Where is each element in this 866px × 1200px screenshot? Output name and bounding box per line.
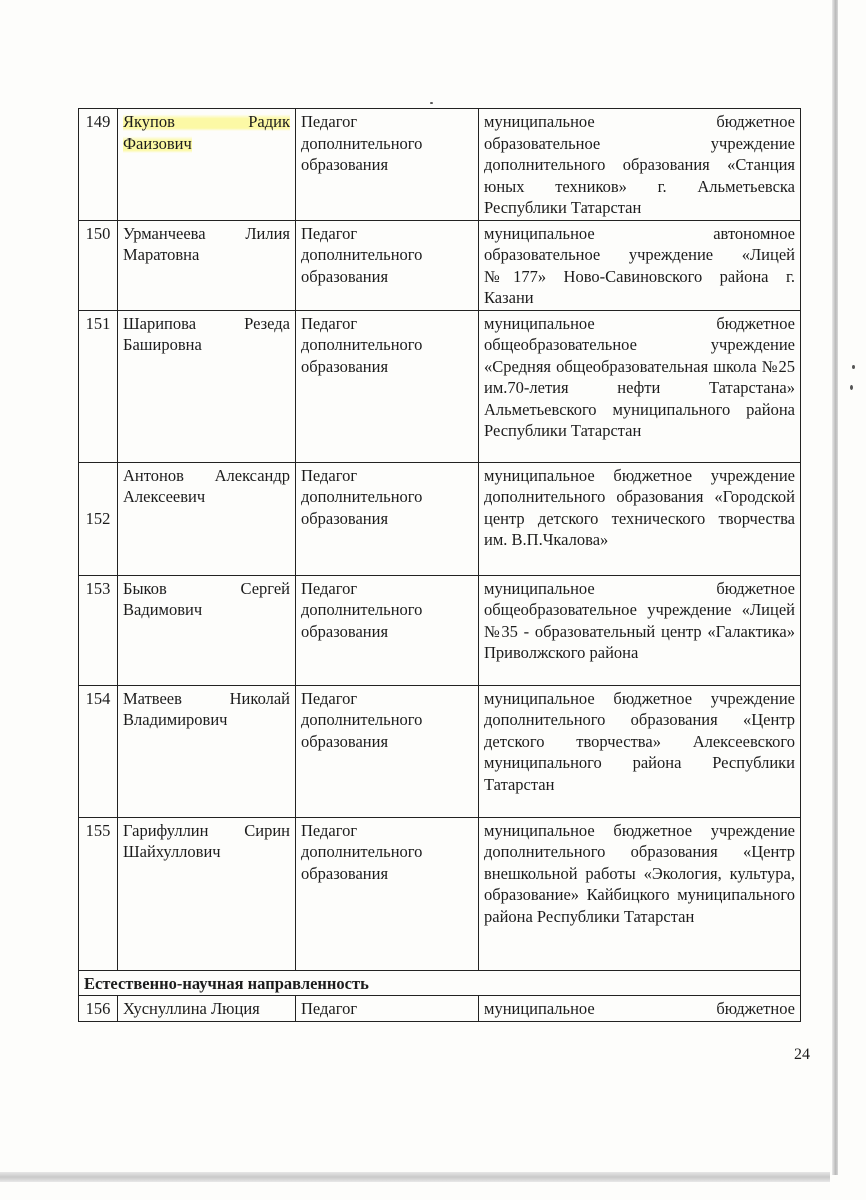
full-name: Матвеев Николай Владимирович: [118, 685, 296, 817]
position: Педагог дополнительного образования: [296, 109, 479, 221]
table-row: [79, 996, 801, 1022]
table-row: [79, 462, 801, 575]
page-number: 24: [794, 1046, 810, 1063]
full-name: Урманчеева Лилия Маратовна: [118, 220, 296, 310]
table-row: [79, 685, 801, 817]
position: Педагог дополнительного образования: [296, 462, 479, 575]
staff-table: [78, 108, 801, 1022]
organization: муниципальное бюджетное учреждение дополнительного образования «Центр детского творчества» Алексеевского муниципального района Республики Татарстан: [479, 685, 801, 817]
row-number: 154: [79, 685, 118, 817]
position: Педагог дополнительного образования: [296, 685, 479, 817]
row-number: 152: [79, 462, 118, 575]
organization: муниципальное автономное образовательное учреждение «Лицей №177» Ново-Савиновского района г. Казани: [479, 220, 801, 310]
row-number: 150: [79, 220, 118, 310]
section-row: [79, 970, 801, 996]
table-row: [79, 575, 801, 685]
section-heading: Естественно-научная направленность: [79, 970, 801, 996]
table-row: [79, 220, 801, 310]
organization: муниципальное бюджетное учреждение дополнительного образования «Городской центр детского технического творчества им. В.П.Чкалова»: [479, 462, 801, 575]
full-name: Шарипова Резеда Башировна: [118, 310, 296, 462]
organization: муниципальное бюджетное общеобразовательное учреждение «Лицей №35 - образовательный центр «Галактика» Приволжского района: [479, 575, 801, 685]
full-name: Гарифуллин Сирин Шайхуллович: [118, 817, 296, 970]
organization: муниципальное бюджетное учреждение дополнительного образования «Центр внешкольной работы «Экология, культура, образование» Кайбицкого муниципального района Республики Татарстан: [479, 817, 801, 970]
organization: муниципальное бюджетное образовательное учреждение дополнительного образования «Станция юных техников» г. Альметьевска Республики Татарстан: [479, 109, 801, 221]
scan-edge-right: [832, 0, 838, 1175]
row-number: 156: [79, 996, 118, 1022]
full-name: Быков Сергей Вадимович: [118, 575, 296, 685]
full-name: Хуснуллина Люция: [118, 996, 296, 1022]
scan-edge-bottom: [0, 1172, 830, 1182]
position: Педагог: [296, 996, 479, 1022]
organization: муниципальное бюджетное: [479, 996, 801, 1022]
table-row: [79, 817, 801, 970]
scan-speck: [850, 385, 853, 390]
scan-speck: [430, 102, 433, 104]
table-row: [79, 109, 801, 221]
position: Педагог дополнительного образования: [296, 310, 479, 462]
row-number: 151: [79, 310, 118, 462]
position: Педагог дополнительного образования: [296, 575, 479, 685]
highlighted-name: Якупов Радик Фаизович: [123, 112, 290, 153]
row-number: 149: [79, 109, 118, 221]
table-row: [79, 310, 801, 462]
position: Педагог дополнительного образования: [296, 817, 479, 970]
organization: муниципальное бюджетное общеобразовательное учреждение «Средняя общеобразовательная школа №25 им.70-летия нефти Татарстана» Альметьевского муниципального района Республики Татарстан: [479, 310, 801, 462]
full-name: Антонов Александр Алексеевич: [118, 462, 296, 575]
row-number: 153: [79, 575, 118, 685]
full-name: [118, 109, 296, 221]
scan-speck: [852, 365, 855, 369]
row-number: 155: [79, 817, 118, 970]
position: Педагог дополнительного образования: [296, 220, 479, 310]
